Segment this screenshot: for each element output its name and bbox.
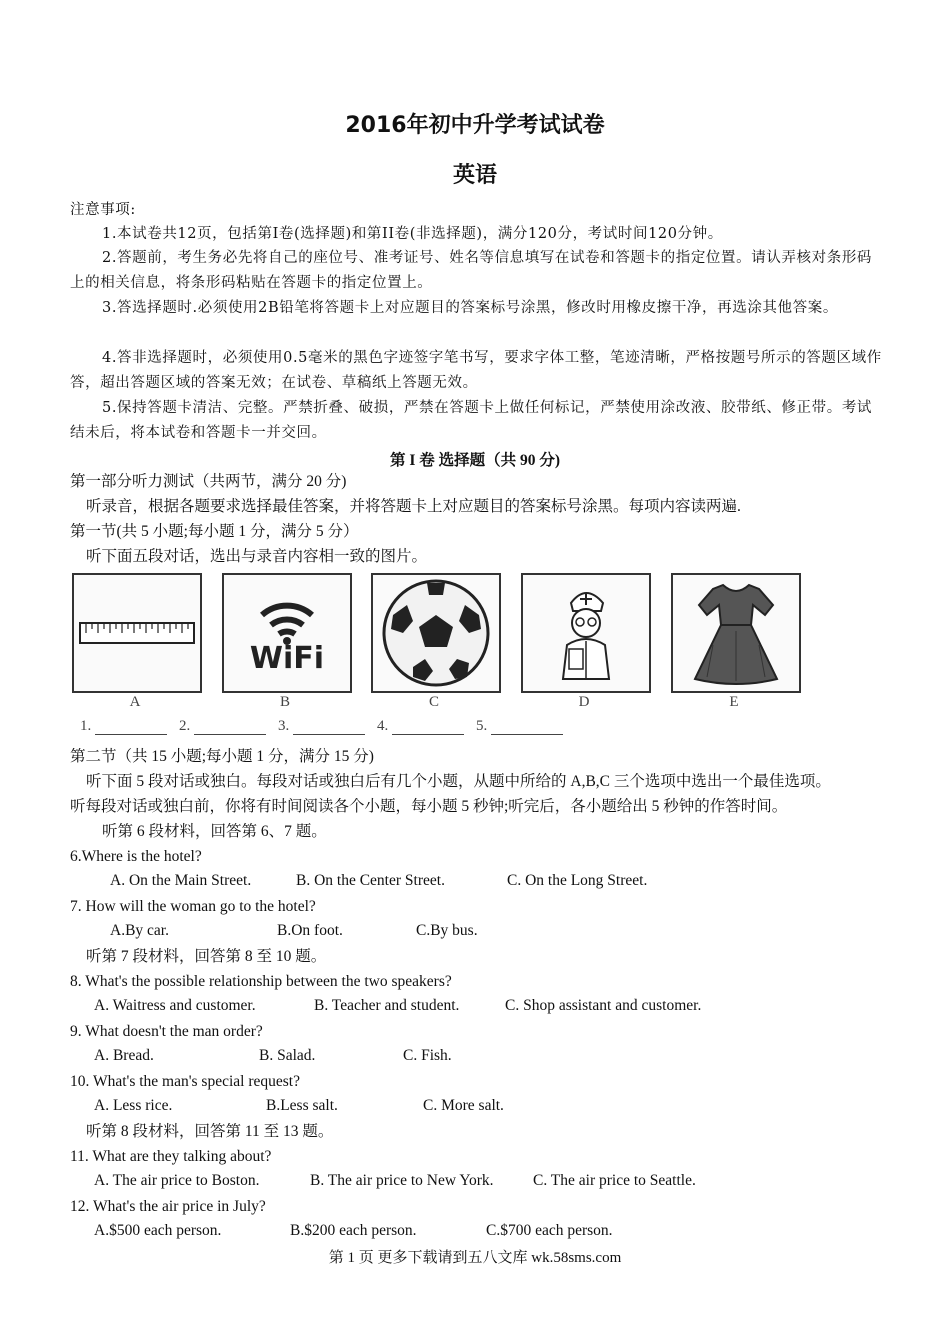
q9-option-b[interactable]: B. Salad. bbox=[259, 1047, 316, 1064]
q6-option-b[interactable]: B. On the Center Street. bbox=[296, 872, 445, 889]
q10-option-c[interactable]: C. More salt. bbox=[423, 1097, 504, 1114]
blank-label-2: 2. bbox=[179, 718, 191, 734]
notice-item-1: 1.本试卷共12页，包括第I卷(选择题)和第II卷(非选择题)，满分120分，考试时间120分钟。 bbox=[102, 226, 723, 242]
q11-stem: 11. What are they talking about? bbox=[70, 1148, 272, 1165]
picture-letter-c: C bbox=[428, 694, 439, 710]
q12-option-a[interactable]: A.$500 each person. bbox=[94, 1222, 222, 1239]
q12-stem: 12. What's the air price in July? bbox=[70, 1198, 266, 1215]
sub2-instruction-2: 听每段对话或独白前，你将有时间阅读各个小题，每小题 5 秒钟;听完后，各小题给出 5 秒钟的作答时间。 bbox=[70, 798, 788, 815]
picture-letter-b: B bbox=[279, 694, 290, 710]
picture-letter-e: E bbox=[729, 694, 739, 710]
q10-option-b[interactable]: B.Less salt. bbox=[266, 1097, 338, 1114]
exam-title: 2016年初中升学考试试卷 bbox=[345, 113, 605, 138]
material-6: 听第 6 段材料，回答第 6、7 题。 bbox=[102, 823, 327, 840]
q12-option-c[interactable]: C.$700 each person. bbox=[486, 1222, 613, 1239]
part1-heading: 第一部分听力测试（共两节，满分 20 分) bbox=[70, 473, 347, 490]
sub1-heading: 第一节(共 5 小题;每小题 1 分，满分 5 分） bbox=[70, 523, 359, 540]
q8-option-b[interactable]: B. Teacher and student. bbox=[314, 997, 460, 1014]
notice-heading: 注意事项: bbox=[70, 202, 136, 218]
q9-option-c[interactable]: C. Fish. bbox=[403, 1047, 452, 1064]
page-footer: 第 1 页 更多下载请到五八文库 wk.58sms.com bbox=[328, 1250, 622, 1266]
q9-option-a[interactable]: A. Bread. bbox=[94, 1047, 154, 1064]
blank-4[interactable] bbox=[392, 720, 464, 735]
q7-stem: 7. How will the woman go to the hotel? bbox=[70, 898, 316, 915]
q7-option-c[interactable]: C.By bus. bbox=[416, 922, 478, 939]
doctor-icon bbox=[523, 575, 649, 691]
notice-item-4: 4.答非选择题时，必须使用0.5毫米的黑色字迹签字笔书写，要求字体工整，笔迹清晰，严格按题号所示的答题区域作答，超出答题区域的答案无效；在试卷、草稿纸上答题无效。 bbox=[70, 350, 882, 391]
q7-option-a[interactable]: A.By car. bbox=[110, 922, 169, 939]
q9-stem: 9. What doesn't the man order? bbox=[70, 1023, 263, 1040]
soccer-ball-icon bbox=[373, 575, 499, 691]
blank-label-4: 4. bbox=[377, 718, 389, 734]
notice-item-2: 2.答题前，考生务必先将自己的座位号、准考证号、姓名等信息填写在试卷和答题卡的指定位置。请认弄核对条形码上的相关信息，将条形码粘贴在答题卡的指定位置上。 bbox=[70, 250, 873, 291]
sub2-heading: 第二节（共 15 小题;每小题 1 分，满分 15 分) bbox=[70, 748, 374, 765]
section-title: 第 I 卷 选择题（共 90 分) bbox=[389, 452, 561, 469]
ruler-icon bbox=[74, 575, 200, 691]
blank-5[interactable] bbox=[491, 720, 563, 735]
sub1-instruction: 听下面五段对话，选出与录音内容相一致的图片。 bbox=[86, 548, 428, 565]
picture-d bbox=[521, 573, 651, 693]
q11-option-b[interactable]: B. The air price to New York. bbox=[310, 1172, 494, 1189]
wifi-text: WiFi bbox=[249, 641, 325, 676]
blank-1[interactable] bbox=[95, 720, 167, 735]
q6-option-a[interactable]: A. On the Main Street. bbox=[110, 872, 252, 889]
exam-subject: 英语 bbox=[452, 163, 497, 188]
blank-label-1: 1. bbox=[80, 718, 92, 734]
material-7: 听第 7 段材料，回答第 8 至 10 题。 bbox=[86, 948, 327, 965]
part1-instruction: 听录音，根据各题要求选择最佳答案，并将答题卡上对应题目的答案标号涂黑。每项内容读两遍. bbox=[86, 498, 741, 515]
blank-label-5: 5. bbox=[476, 718, 488, 734]
picture-b bbox=[222, 573, 352, 693]
blank-label-3: 3. bbox=[278, 718, 290, 734]
picture-c bbox=[371, 573, 501, 693]
q8-option-c[interactable]: C. Shop assistant and customer. bbox=[505, 997, 702, 1014]
dress-icon bbox=[673, 575, 799, 691]
material-8: 听第 8 段材料，回答第 11 至 13 题。 bbox=[86, 1123, 334, 1140]
q10-option-a[interactable]: A. Less rice. bbox=[94, 1097, 173, 1114]
blank-2[interactable] bbox=[194, 720, 266, 735]
q11-option-a[interactable]: A. The air price to Boston. bbox=[94, 1172, 260, 1189]
picture-a bbox=[72, 573, 202, 693]
q7-option-b[interactable]: B.On foot. bbox=[277, 922, 343, 939]
q6-stem: 6.Where is the hotel? bbox=[70, 848, 202, 865]
answer-blanks bbox=[80, 718, 571, 735]
notice-item-3: 3.答选择题时.必须使用2B铅笔将答题卡上对应题目的答案标号涂黑，修改时用橡皮擦干净，再选涂其他答案。 bbox=[102, 300, 838, 316]
q8-option-a[interactable]: A. Waitress and customer. bbox=[94, 997, 256, 1014]
notice-item-5: 5.保持答题卡清洁、完整。严禁折叠、破损，严禁在答题卡上做任何标记，严禁使用涂改液、胶带纸、修正带。考试结未后，将本试卷和答题卡一并交回。 bbox=[70, 400, 873, 441]
picture-row bbox=[70, 570, 800, 740]
q10-stem: 10. What's the man's special request? bbox=[70, 1073, 300, 1090]
picture-letter-a: A bbox=[129, 694, 141, 710]
picture-letter-d: D bbox=[578, 694, 590, 710]
q11-option-c[interactable]: C. The air price to Seattle. bbox=[533, 1172, 696, 1189]
picture-e bbox=[671, 573, 801, 693]
q6-option-c[interactable]: C. On the Long Street. bbox=[507, 872, 648, 889]
blank-3[interactable] bbox=[293, 720, 365, 735]
q8-stem: 8. What's the possible relationship between the two speakers? bbox=[70, 973, 452, 990]
sub2-instruction-1: 听下面 5 段对话或独白。每段对话或独白后有几个小题，从题中所给的 A,B,C 三个选项中选出一个最佳选项。 bbox=[86, 773, 831, 790]
q12-option-b[interactable]: B.$200 each person. bbox=[290, 1222, 417, 1239]
